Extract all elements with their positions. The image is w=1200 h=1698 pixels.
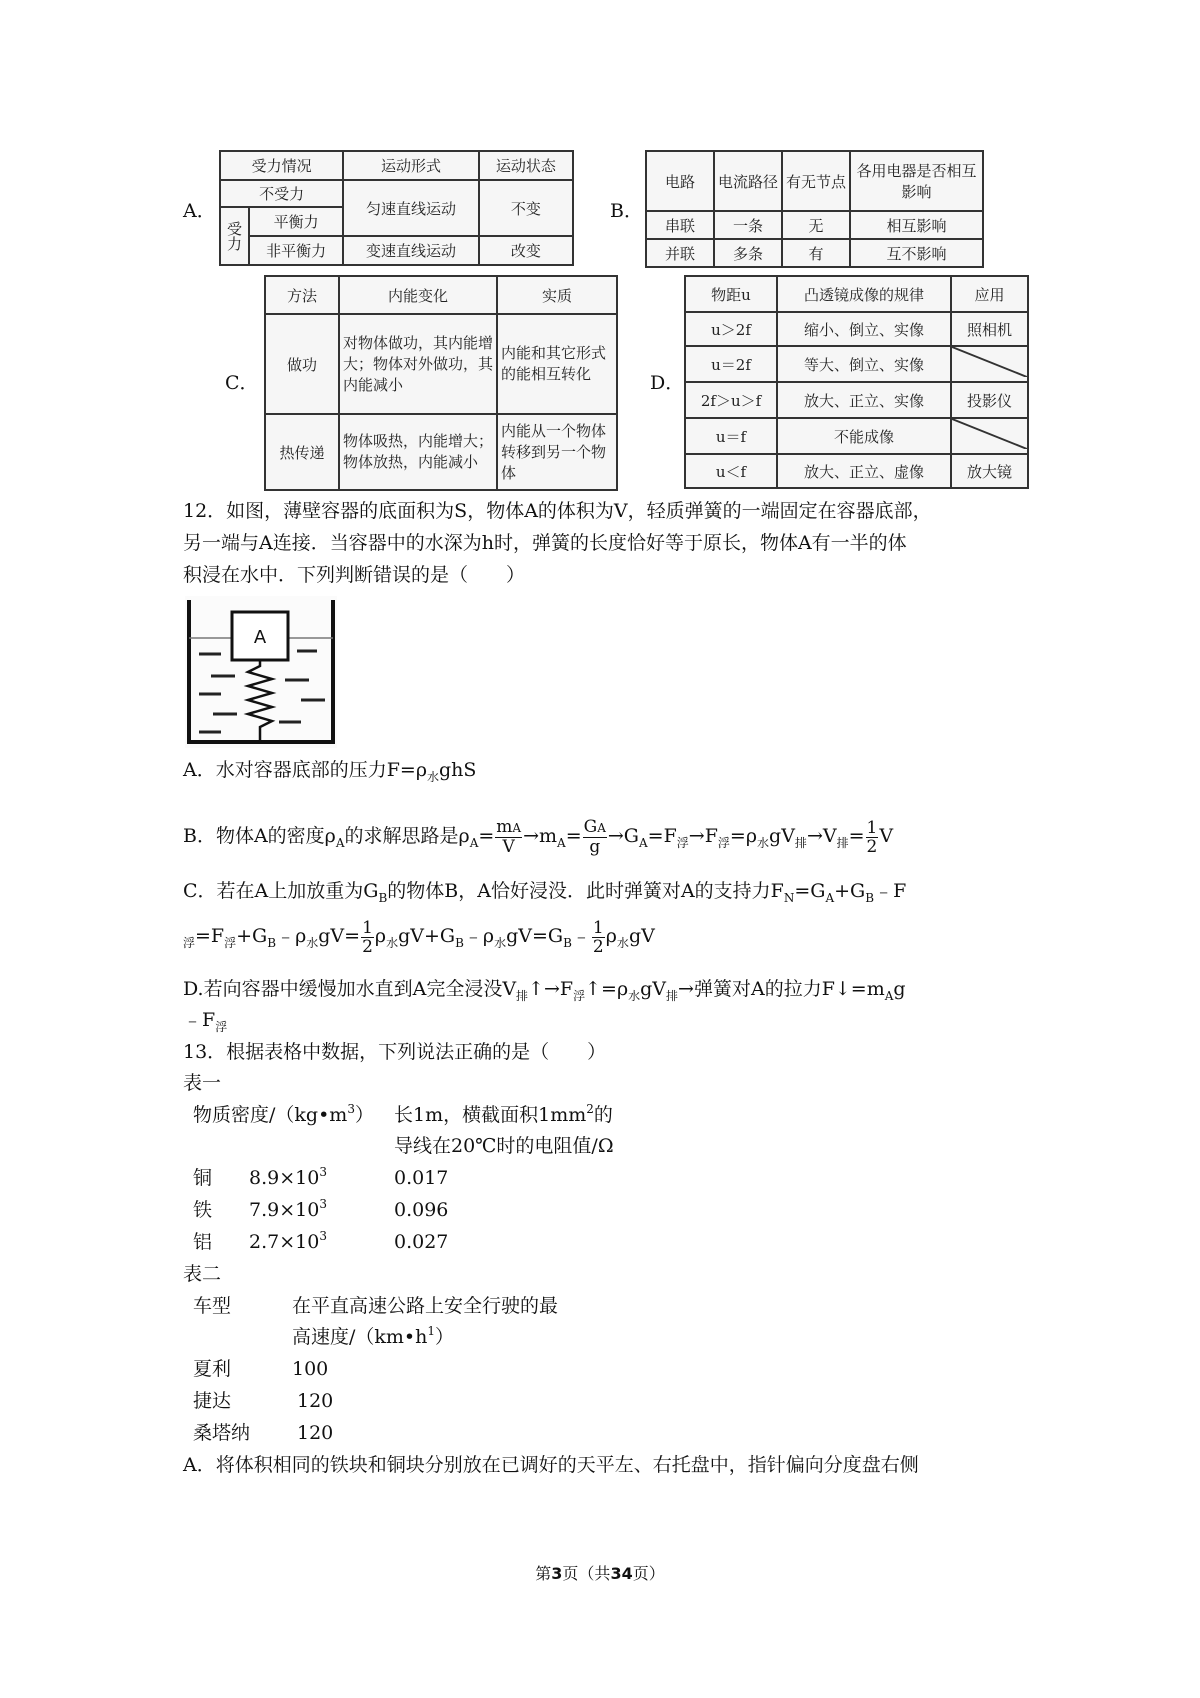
- page-footer: [0, 1561, 1200, 1584]
- table-cell: 做功: [265, 314, 339, 414]
- question-12-line: 另一端与A连接．当容器中的水深为h时，弹簧的长度恰好等于原长，物体A有一半的体: [183, 532, 907, 554]
- option-12c-text: ﹣F: [874, 880, 907, 902]
- option-b-letter: B．: [610, 200, 643, 222]
- option-12c-line1: C．若在A上加放重为$G_B$的物体B，A恰好浸没．此时弹簧对A的支持力$F_N=G_A+G_B﹣F$: [183, 880, 907, 905]
- table1-title: 表一: [183, 1072, 222, 1094]
- table-header: 电路: [646, 151, 714, 211]
- table-circuit: [645, 150, 984, 268]
- table-cell: 内能从一个物体转移到另一个物体: [497, 414, 617, 490]
- option-12a-text-end: ghS: [439, 759, 477, 781]
- table-header: 有无节点: [782, 151, 850, 211]
- table-cell: 平衡力: [249, 207, 343, 236]
- table-header: 运动形式: [343, 151, 479, 180]
- table-cell: 不变: [479, 180, 573, 236]
- table1-header-density: [193, 1101, 374, 1132]
- table-cell: 非平衡力: [249, 236, 343, 265]
- option-d-letter: D．: [650, 372, 685, 394]
- superscript: 3: [319, 1229, 327, 1243]
- option-12d-text: ﹣F: [183, 1009, 216, 1031]
- table-internal-energy: [264, 275, 618, 491]
- table-header: 电流路径: [714, 151, 782, 211]
- page-number: 3: [551, 1564, 563, 1583]
- block-a-label: A: [253, 627, 267, 648]
- fraction-GA-over-g: $\frac{GA}{g}$: [583, 817, 606, 857]
- density-value: 7.9×10: [249, 1199, 320, 1221]
- table-cell: 等大、倒立、实像: [777, 346, 951, 382]
- footer-text: 页（共: [562, 1564, 611, 1583]
- table2-row-speed: 120: [297, 1422, 334, 1444]
- table-cell: 2f＞u＞f: [685, 382, 777, 418]
- diagonal-slash: [952, 419, 1027, 449]
- table-header: 物距u: [685, 276, 777, 312]
- table-cell: 并联: [646, 239, 714, 267]
- option-12c-text: +G: [834, 880, 866, 902]
- table-cell: 热传递: [265, 414, 339, 490]
- option-12b-text: B．物体A的密度ρ: [183, 825, 336, 847]
- table-cell: 相互影响: [850, 211, 983, 239]
- table1-row-name: 铝: [193, 1231, 213, 1253]
- option-a-letter: A．: [183, 200, 216, 222]
- table-cell: 有: [782, 239, 850, 267]
- table-cell: 一条: [714, 211, 782, 239]
- table-cell: 物体吸热，内能增大；物体放热，内能减小: [339, 414, 497, 490]
- table-header: 实质: [497, 276, 617, 314]
- option-12c-text: 的物体B，A恰好浸没．此时弹簧对A的支持力F: [387, 880, 784, 902]
- table2-header-speed-2: [292, 1323, 454, 1354]
- table-cell: 放大、正立、实像: [777, 382, 951, 418]
- table2-header-speed: 在平直高速公路上安全行驶的最: [292, 1295, 559, 1317]
- table-header: 运动状态: [479, 151, 573, 180]
- table1-row-name: 铁: [193, 1199, 213, 1221]
- footer-text: 第: [535, 1564, 552, 1583]
- table-cell: 改变: [479, 236, 573, 265]
- superscript: 3: [319, 1165, 327, 1179]
- table1-row-resistance: 0.027: [394, 1231, 449, 1253]
- table-cell: 照相机: [951, 312, 1028, 346]
- table-cell: u＝f: [685, 418, 777, 454]
- table-cell: 无: [782, 211, 850, 239]
- table1-header-resistance: [394, 1101, 613, 1132]
- table-header: 各用电器是否相互影响: [850, 151, 983, 211]
- table-header: 内能变化: [339, 276, 497, 314]
- table-header: 凸透镜成像的规律: [777, 276, 951, 312]
- option-12b: B．物体A的密度$\rho_A$的求解思路是$\rho_A=$ $\frac{mA}{V}$ $\to m_A=$ $\frac{GA}{g}$ $\to G_A=F_浮\to F_浮=\rho_水gV_排\to V_排=$ $\frac{1}{2}$ V: [183, 817, 894, 857]
- table-cell: 不受力: [220, 180, 343, 207]
- table-cell: u＜f: [685, 454, 777, 488]
- table-cell: 匀速直线运动: [343, 180, 479, 236]
- table2-row-name: 捷达: [193, 1390, 232, 1412]
- footer-text: 页）: [632, 1564, 665, 1583]
- table-header: 方法: [265, 276, 339, 314]
- table1-row-density: [249, 1228, 327, 1259]
- container-spring-figure: [185, 596, 337, 748]
- fraction-mA-over-V: $\frac{mA}{V}$: [496, 817, 522, 857]
- table-cell: 投影仪: [951, 382, 1028, 418]
- option-12d-text: D.若向容器中缓慢加水直到A完全浸没V: [183, 978, 517, 1000]
- header-text: 长1m，横截面积1mm: [394, 1104, 587, 1126]
- header-text: ）: [435, 1326, 455, 1348]
- density-value: 8.9×10: [249, 1167, 320, 1189]
- table-motion: [219, 150, 574, 266]
- option-13a: A．将体积相同的铁块和铜块分别放在已调好的天平左、右托盘中，指针偏向分度盘右侧: [183, 1454, 919, 1476]
- table1-row-resistance: 0.017: [394, 1167, 449, 1189]
- table2-row-name: 夏利: [193, 1358, 232, 1380]
- table-cell: 变速直线运动: [343, 236, 479, 265]
- table-cell: u＞2f: [685, 312, 777, 346]
- superscript: 3: [347, 1102, 355, 1116]
- table-header: 应用: [951, 276, 1028, 312]
- fraction-one-half: $\frac{1}{2}$: [362, 917, 373, 957]
- table-cell: 受力: [220, 207, 249, 265]
- table-cell: 放大、正立、虚像: [777, 454, 951, 488]
- table-cell: u＝2f: [685, 346, 777, 382]
- subscript: 水: [427, 770, 440, 784]
- table-cell: 缩小、倒立、实像: [777, 312, 951, 346]
- table-header: 受力情况: [220, 151, 343, 180]
- table-cell: 对物体做功，其内能增大；物体对外做功，其内能减小: [339, 314, 497, 414]
- table2-header-model: 车型: [193, 1295, 232, 1317]
- question-12-line: 12．如图，薄壁容器的底面积为S，物体A的体积为V，轻质弹簧的一端固定在容器底部，: [183, 500, 932, 522]
- table2-row-speed: 100: [292, 1358, 329, 1380]
- option-12d-line1: D.若向容器中缓慢加水直到A完全浸没$V_排↑\to F_浮↑=\rho_水gV_排\to$弹簧对A的拉力$F↓=m_Ag$: [183, 978, 906, 1003]
- table-cell-slash: [951, 346, 1028, 382]
- table-cell: 多条: [714, 239, 782, 267]
- diagonal-slash: [952, 347, 1027, 377]
- option-12a: [183, 756, 476, 787]
- question-13-stem: 13．根据表格中数据，下列说法正确的是（ ）: [183, 1041, 607, 1063]
- superscript: 3: [319, 1197, 327, 1211]
- option-12d-line2: $﹣F_浮$: [183, 1009, 228, 1034]
- header-text: 物质密度/（kg•m: [193, 1104, 348, 1126]
- table-cell-slash: [951, 418, 1028, 454]
- superscript: 2: [586, 1102, 594, 1116]
- table-cell: 不能成像: [777, 418, 951, 454]
- option-12c-line2: $_浮=F_浮+G_B﹣\rho_水gV=$ $\frac{1}{2}$ $\rho_水gV+G_B﹣\rho_水gV=G_B﹣$ $\frac{1}{2}$ $\rho_水gV$: [183, 917, 655, 957]
- table2-row-speed: 120: [297, 1390, 334, 1412]
- table1-header-resistance-2: 导线在20℃时的电阻值/Ω: [394, 1135, 614, 1157]
- header-text: 的: [593, 1104, 613, 1126]
- subscript: A: [335, 836, 345, 850]
- option-12c-text: =G: [794, 880, 826, 902]
- question-12-line: 积浸在水中．下列判断错误的是（ ）: [183, 564, 526, 586]
- table-cell: 内能和其它形式的能相互转化: [497, 314, 617, 414]
- table1-row-resistance: 0.096: [394, 1199, 449, 1221]
- table-cell: 串联: [646, 211, 714, 239]
- header-text: ）: [354, 1104, 374, 1126]
- table-cell: 互不影响: [850, 239, 983, 267]
- fraction-one-half: $\frac{1}{2}$: [866, 817, 878, 857]
- superscript: 1: [427, 1324, 436, 1338]
- header-text: 高速度/（km•h: [292, 1326, 428, 1348]
- table1-row-density: [249, 1196, 327, 1227]
- option-c-letter: C．: [225, 372, 259, 394]
- table2-row-name: 桑塔纳: [193, 1422, 251, 1444]
- fraction-one-half: $\frac{1}{2}$: [592, 917, 604, 957]
- table-cell: 放大镜: [951, 454, 1028, 488]
- option-12a-text: A．水对容器底部的压力F=ρ: [183, 759, 427, 781]
- option-12b-text: 的求解思路是ρ: [344, 825, 470, 847]
- table1-row-name: 铜: [193, 1167, 213, 1189]
- density-value: 2.7×10: [249, 1231, 320, 1253]
- table-lens: [684, 275, 1029, 489]
- page-total: 34: [610, 1564, 633, 1583]
- table1-row-density: [249, 1164, 327, 1195]
- option-12c-text: C．若在A上加放重为G: [183, 880, 379, 902]
- table2-title: 表二: [183, 1263, 222, 1285]
